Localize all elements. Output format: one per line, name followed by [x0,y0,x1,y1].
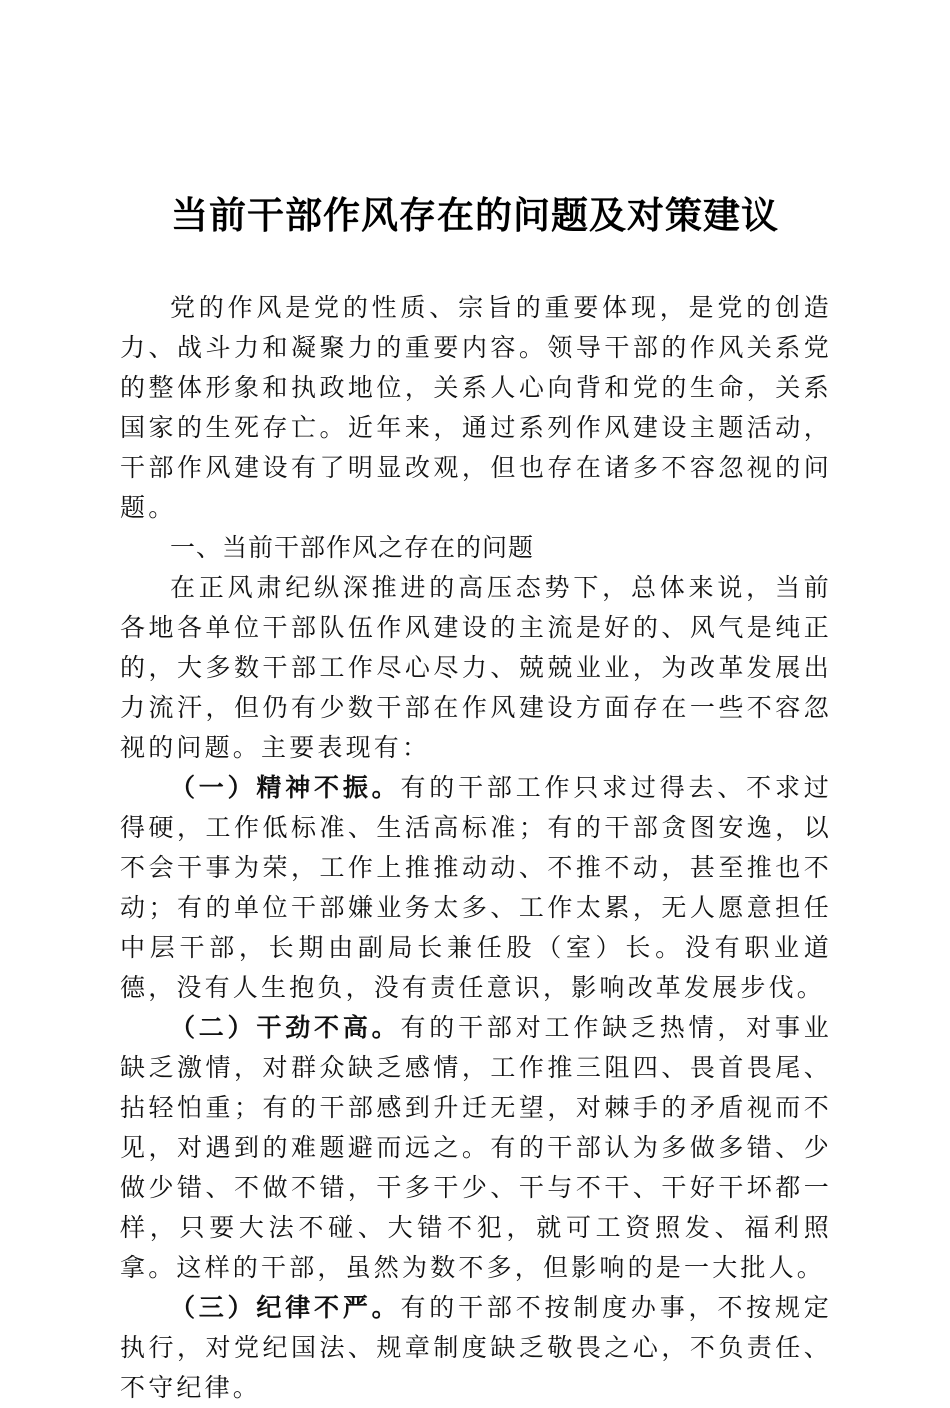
item-lead-1: （一）精神不振。 [170,773,401,802]
item-lead-2: （二）干劲不高。 [170,1013,401,1042]
item-lead-3: （三）纪律不严。 [170,1293,401,1322]
item-text-1: 有的干部工作只求过得去、不求过得硬，工作低标准、生活高标准；有的干部贪图安逸，以不会干事为荣，工作上推推动动、不推不动，甚至推也不动；有的单位干部嫌业务太多、工作太累，无人愿意担任中层干部，长期由副局长兼任股（室）长。没有职业道德，没有人生抱负，没有责任意识，影响改革发展步伐。 [120,773,832,1002]
section-heading: 一、当前干部作风之存在的问题 [170,533,535,562]
intro-paragraph: 党的作风是党的性质、宗旨的重要体现，是党的创造力、战斗力和凝聚力的重要内容。领导干部的作风关系党的整体形象和执政地位，关系人心向背和党的生命，关系国家的生死存亡。近年来，通过系列作风建设主题活动，干部作风建设有了明显改观，但也存在诸多不容忽视的问题。 [120,293,832,522]
item-text-2: 有的干部对工作缺乏热情，对事业缺乏激情，对群众缺乏感情，工作推三阻四、畏首畏尾、拈轻怕重；有的干部感到升迁无望，对棘手的矛盾视而不见，对遇到的难题避而远之。有的干部认为多做多错、少做少错、不做不错，干多干少、干与不干、干好干坏都一样，只要大法不碰、大错不犯，就可工资照发、福利照拿。这样的干部，虽然为数不多，但影响的是一大批人。 [120,1013,832,1282]
document-body [120,288,832,1408]
item-paragraph-1 [120,768,832,1008]
item-paragraph-2 [120,1008,832,1288]
section-intro-paragraph: 在正风肃纪纵深推进的高压态势下，总体来说，当前各地各单位干部队伍作风建设的主流是好的、风气是纯正的，大多数干部工作尽心尽力、兢兢业业，为改革发展出力流汗，但仍有少数干部在作风建设方面存在一些不容忽视的问题。主要表现有： [120,573,832,762]
item-text-3: 有的干部不按制度办事，不按规定执行，对党纪国法、规章制度缺乏敬畏之心，不负责任、不守纪律。 [120,1293,832,1402]
item-paragraph-3 [120,1288,832,1408]
page-title: 当前干部作风存在的问题及对策建议 [171,193,779,237]
